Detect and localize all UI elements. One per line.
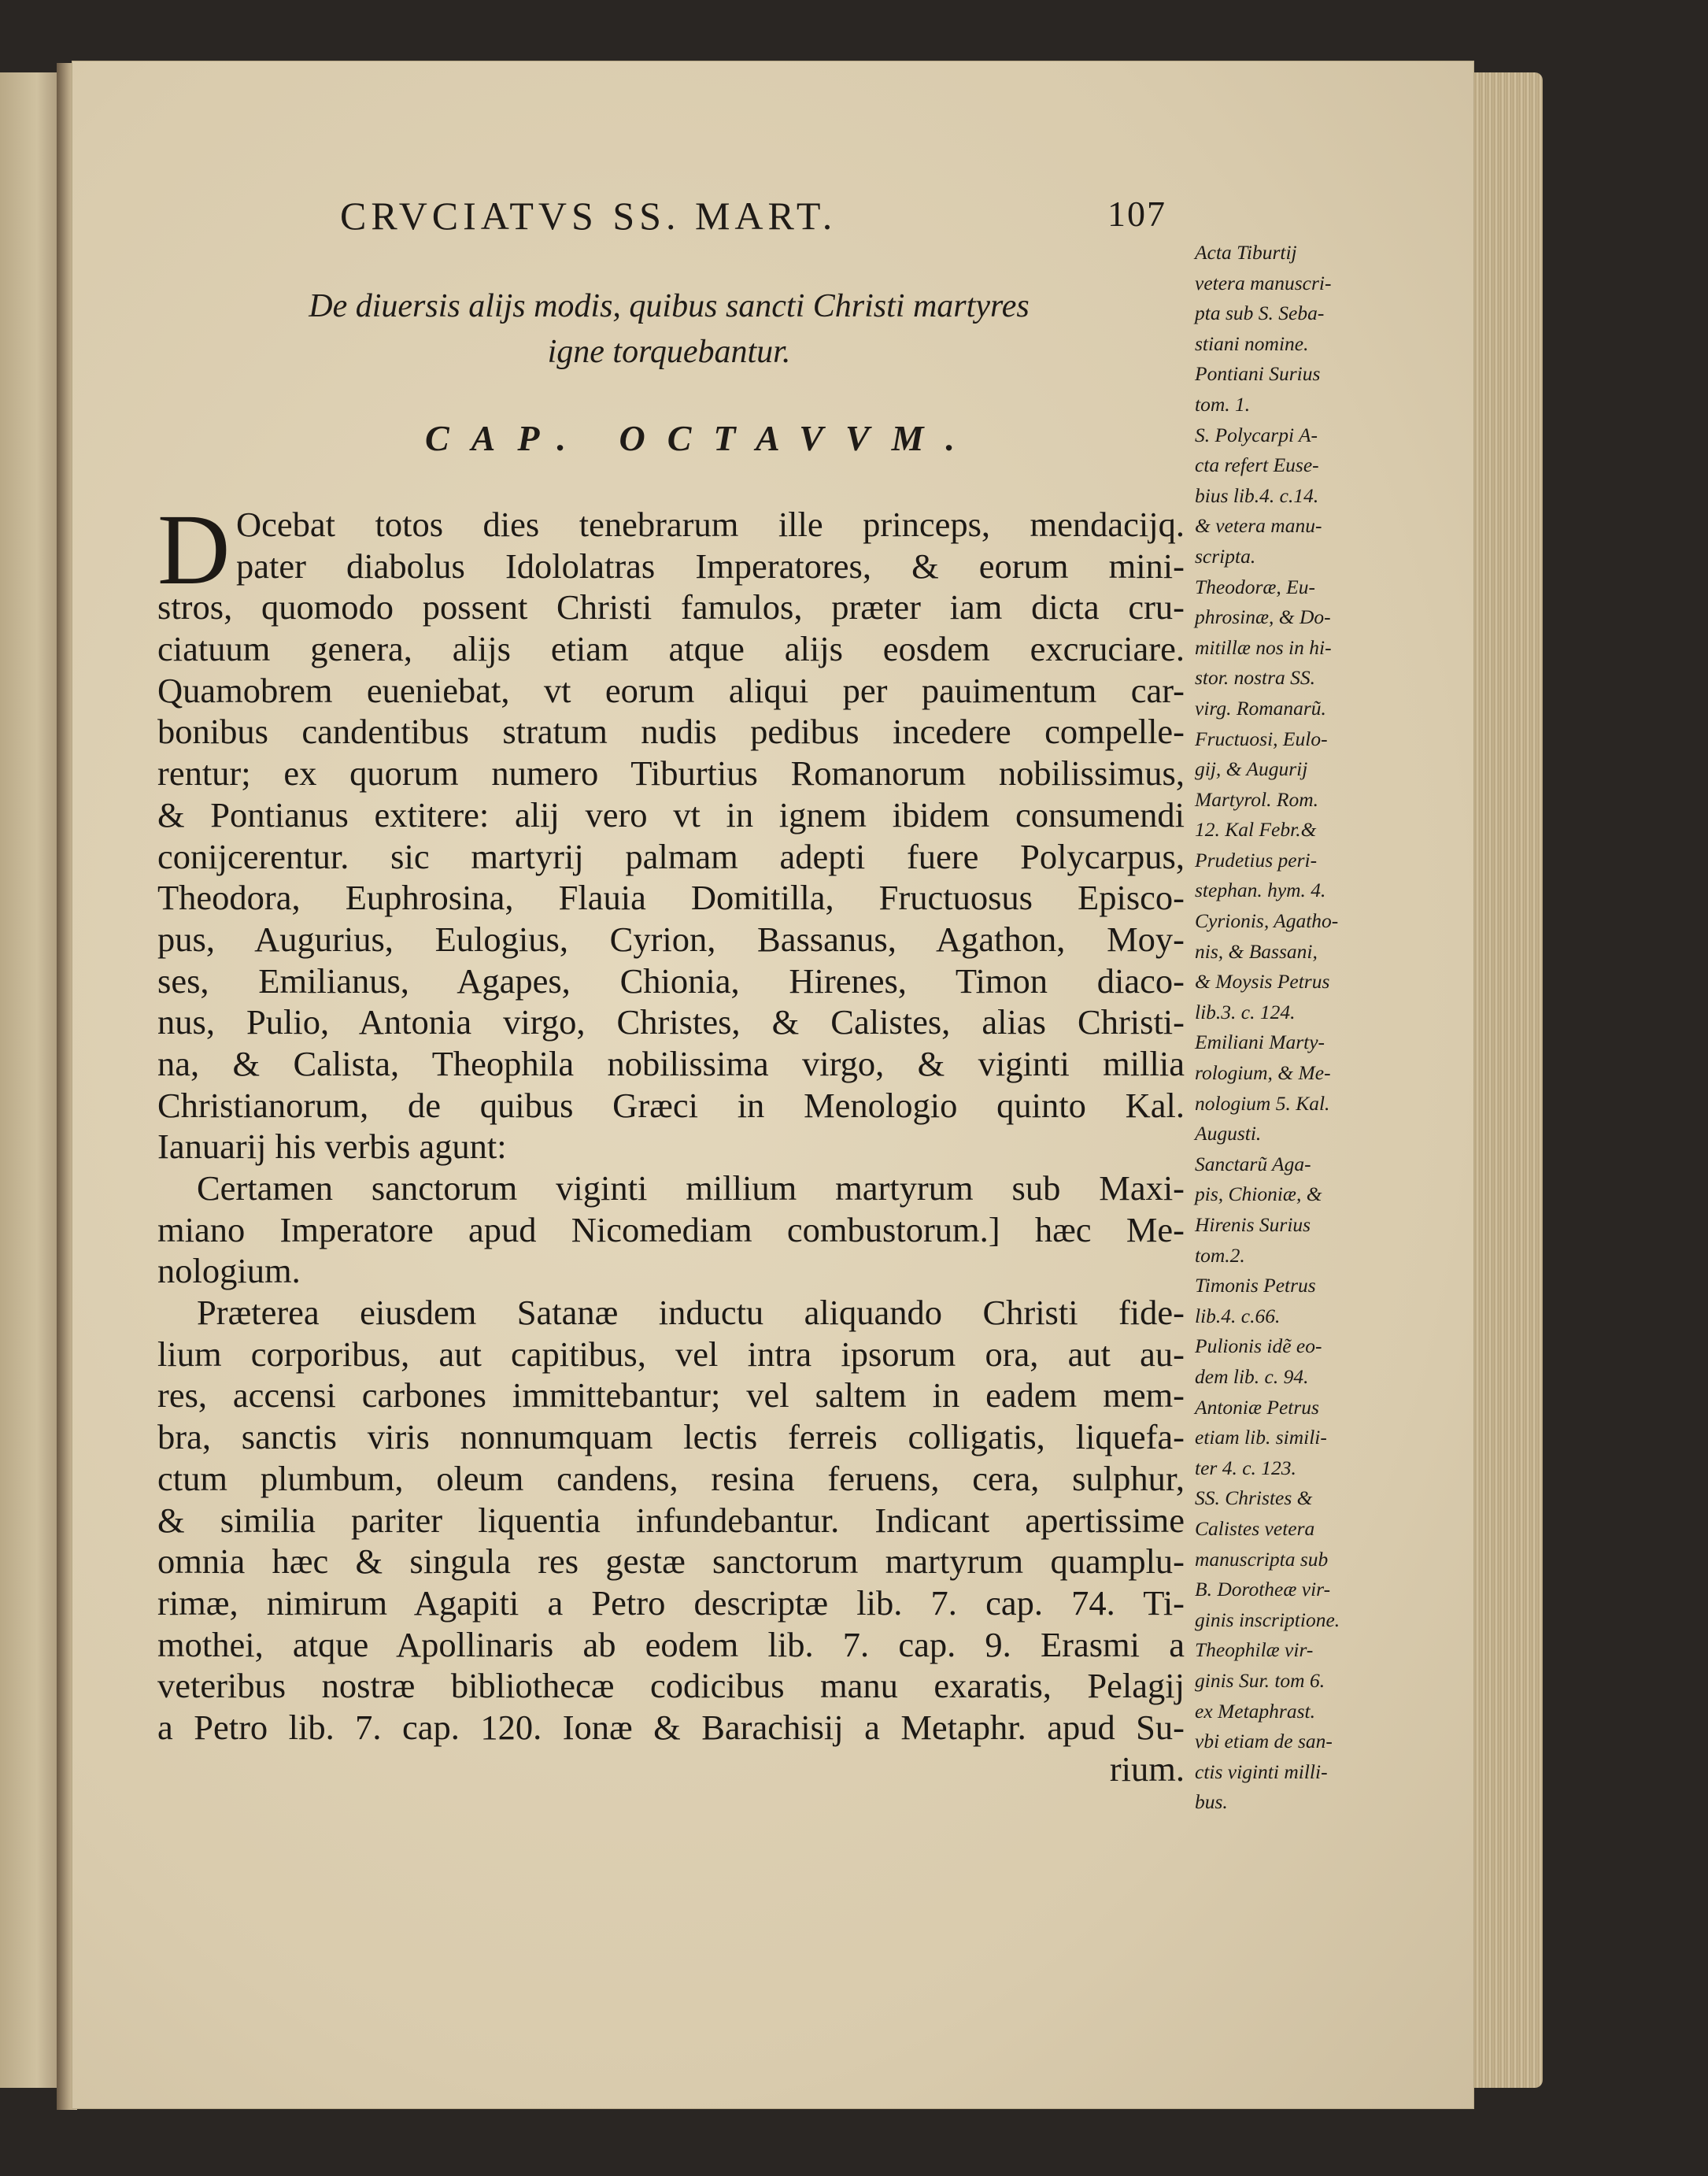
marginal-note-line: bus. xyxy=(1195,1790,1228,1814)
heading-line: De diuersis alijs modis, quibus sancti Christi martyres xyxy=(309,288,1030,324)
marginal-note-line: pta sub S. Seba- xyxy=(1195,302,1325,325)
body-line: Theodora, Euphrosina, Flauia Domitilla, Fructuosus Episco- xyxy=(157,878,1185,918)
marginal-note-line: Antoniæ Petrus xyxy=(1195,1395,1319,1419)
page-number: 107 xyxy=(1107,194,1166,234)
heading-line: igne torquebantur. xyxy=(547,334,791,370)
body-line: Ocebat totos dies tenebrarum ille princeps, mendacijq. xyxy=(236,505,1185,544)
drop-cap: D xyxy=(157,494,231,605)
marginal-note-line: rologium, & Me- xyxy=(1195,1061,1331,1085)
marginal-note-line: & Moysis Petrus xyxy=(1195,970,1330,994)
body-line: bonibus candentibus stratum nudis pedibus incedere compelle- xyxy=(157,712,1185,752)
marginal-note-line: manuscripta sub xyxy=(1195,1547,1329,1571)
body-line: Præterea eiusdem Satanæ inductu aliquando Christi fide- xyxy=(197,1293,1185,1333)
marginal-note-line: S. Polycarpi A- xyxy=(1195,423,1318,446)
body-text xyxy=(157,494,1185,1789)
marginal-note-line: virg. Romanarũ. xyxy=(1195,696,1326,720)
marginal-note-line: ginis Sur. tom 6. xyxy=(1195,1668,1325,1692)
marginal-note-line: Theodoræ, Eu- xyxy=(1195,575,1315,598)
body-line: rimæ, nimirum Agapiti a Petro descriptæ lib. 7. cap. 74. Ti- xyxy=(157,1582,1185,1623)
marginal-note-line: vetera manuscri- xyxy=(1195,271,1332,294)
marginal-note-line: Hirenis Surius xyxy=(1195,1213,1311,1236)
running-title: CRVCIATVS SS. MART. xyxy=(340,194,837,238)
marginal-note-line: lib.4. c.66. xyxy=(1195,1304,1281,1327)
marginal-note-line: 12. Kal Febr.& xyxy=(1195,818,1317,842)
body-line: nus, Pulio, Antonia virgo, Christes, & Calistes, alias Christi- xyxy=(157,1002,1185,1042)
body-line: conijcerentur. sic martyrij palmam adepti fuere Polycarpus, xyxy=(157,836,1185,876)
body-line: pus, Augurius, Eulogius, Cyrion, Bassanus, Agathon, Moy- xyxy=(157,919,1185,959)
marginal-note-line: stor. nostra SS. xyxy=(1195,666,1316,690)
marginal-note-line: nis, & Bassani, xyxy=(1195,939,1318,963)
marginal-note-line: Cyrionis, Agatho- xyxy=(1195,909,1339,933)
body-line: na, & Calista, Theophila nobilissima virgo, & viginti millia xyxy=(157,1043,1185,1083)
left-page-edge xyxy=(0,72,61,2088)
body-line: Quamobrem eueniebat, vt eorum aliqui per pauimentum car- xyxy=(157,670,1185,710)
body-line: nologium. xyxy=(157,1251,301,1291)
section-heading xyxy=(157,283,1181,375)
marginal-note-line: Emiliani Marty- xyxy=(1195,1031,1325,1054)
body-line: res, accensi carbones immittebantur; vel saltem in eadem mem- xyxy=(157,1375,1185,1416)
marginal-note-line: Pontiani Surius xyxy=(1195,362,1321,386)
marginal-note-line: dem lib. c. 94. xyxy=(1195,1364,1309,1388)
body-line: rium. xyxy=(1109,1749,1185,1789)
body-line: omnia hæc & singula res gestæ sanctorum martyrum quamplu- xyxy=(157,1541,1185,1582)
marginal-note-line: ctis viginti milli- xyxy=(1195,1760,1328,1783)
marginal-note-line: stephan. hym. 4. xyxy=(1195,879,1326,902)
marginal-note-line: Fructuosi, Eulo- xyxy=(1195,727,1328,750)
running-head xyxy=(340,193,1166,248)
marginal-note-line: vbi etiam de san- xyxy=(1195,1730,1333,1753)
marginal-note-line: nologium 5. Kal. xyxy=(1195,1091,1330,1115)
marginal-note-line: scripta. xyxy=(1195,544,1256,568)
body-line: mothei, atque Apollinaris ab eodem lib. 7. cap. 9. Erasmi a xyxy=(157,1624,1185,1664)
body-line: stros, quomodo possent Christi famulos, præter iam dicta cru- xyxy=(157,587,1185,627)
marginal-note-line: stiani nomine. xyxy=(1195,331,1309,355)
marginal-note-line: mitillæ nos in hi- xyxy=(1195,635,1332,659)
marginal-note-line: Martyrol. Rom. xyxy=(1195,787,1318,811)
chapter-title: CAP. OCTAVVM. xyxy=(425,418,978,458)
body-line: ses, Emilianus, Agapes, Chionia, Hirenes, Timon diaco- xyxy=(157,960,1185,1001)
marginal-note-line: Prudetius peri- xyxy=(1195,848,1318,872)
marginal-notes xyxy=(1195,238,1388,1818)
body-line: miano Imperatore apud Nicomediam combustorum.] hæc Me- xyxy=(157,1209,1185,1249)
marginal-note-line: lib.3. c. 124. xyxy=(1195,1000,1296,1023)
body-line: ciatuum genera, alijs etiam atque alijs eosdem excruciare. xyxy=(157,629,1185,669)
body-line: a Petro lib. 7. cap. 120. Ionæ & Barachisij a Metaphr. apud Su- xyxy=(157,1707,1185,1747)
marginal-note-line: B. Dorotheæ vir- xyxy=(1195,1578,1331,1601)
marginal-note-line: Pulionis idẽ eo- xyxy=(1195,1334,1322,1358)
marginal-note-line: etiam lib. simili- xyxy=(1195,1426,1327,1449)
body-line: & similia pariter liquentia infundebantur. Indicant apertissime xyxy=(157,1500,1185,1540)
marginal-note-line: Theophilæ vir- xyxy=(1195,1638,1314,1662)
body-line: pater diabolus Idololatras Imperatores, & eorum mini- xyxy=(236,546,1185,586)
marginal-note-line: gij, & Augurij xyxy=(1195,757,1308,781)
marginal-note-line: ter 4. c. 123. xyxy=(1195,1456,1296,1479)
body-line: bra, sanctis viris nonnumquam lectis ferreis colligatis, liquefa- xyxy=(157,1417,1185,1457)
marginal-note-line: Timonis Petrus xyxy=(1195,1274,1316,1297)
marginal-note-line: cta refert Euse- xyxy=(1195,453,1319,477)
marginal-note-line: SS. Christes & xyxy=(1195,1486,1313,1510)
page-fore-edge xyxy=(1473,72,1543,2088)
marginal-note-line: phrosinæ, & Do- xyxy=(1195,605,1331,629)
body-line: Ianuarij his verbis agunt: xyxy=(157,1127,507,1167)
marginal-note-line: Sanctarũ Aga- xyxy=(1195,1152,1311,1175)
marginal-note-line: ginis inscriptione. xyxy=(1195,1608,1340,1631)
body-line: ctum plumbum, oleum candens, resina feruens, cera, sulphur, xyxy=(157,1458,1185,1498)
marginal-note-line: tom.2. xyxy=(1195,1243,1245,1267)
body-line: veteribus nostræ bibliothecæ codicibus manu exaratis, Pelagij xyxy=(157,1666,1185,1706)
body-line: Christianorum, de quibus Græci in Menologio quinto Kal. xyxy=(157,1085,1185,1125)
body-line: lium corporibus, aut capitibus, vel intra ipsorum ora, aut au- xyxy=(157,1334,1185,1374)
marginal-note-line: tom. 1. xyxy=(1195,392,1251,416)
marginal-note-line: bius lib.4. c.14. xyxy=(1195,483,1319,507)
marginal-note-line: Acta Tiburtij xyxy=(1195,241,1297,264)
marginal-note-line: ex Metaphrast. xyxy=(1195,1699,1315,1723)
marginal-note-line: & vetera manu- xyxy=(1195,514,1322,538)
marginal-note-line: Calistes vetera xyxy=(1195,1516,1315,1540)
body-line: Certamen sanctorum viginti millium martyrum sub Maxi- xyxy=(197,1168,1185,1208)
body-line: rentur; ex quorum numero Tiburtius Romanorum nobilissimus, xyxy=(157,753,1185,794)
body-line: & Pontianus extitere: alij vero vt in ignem ibidem consumendi xyxy=(157,794,1185,835)
marginal-note-line: pis, Chioniæ, & xyxy=(1195,1182,1322,1206)
marginal-note-line: Augusti. xyxy=(1195,1122,1262,1145)
